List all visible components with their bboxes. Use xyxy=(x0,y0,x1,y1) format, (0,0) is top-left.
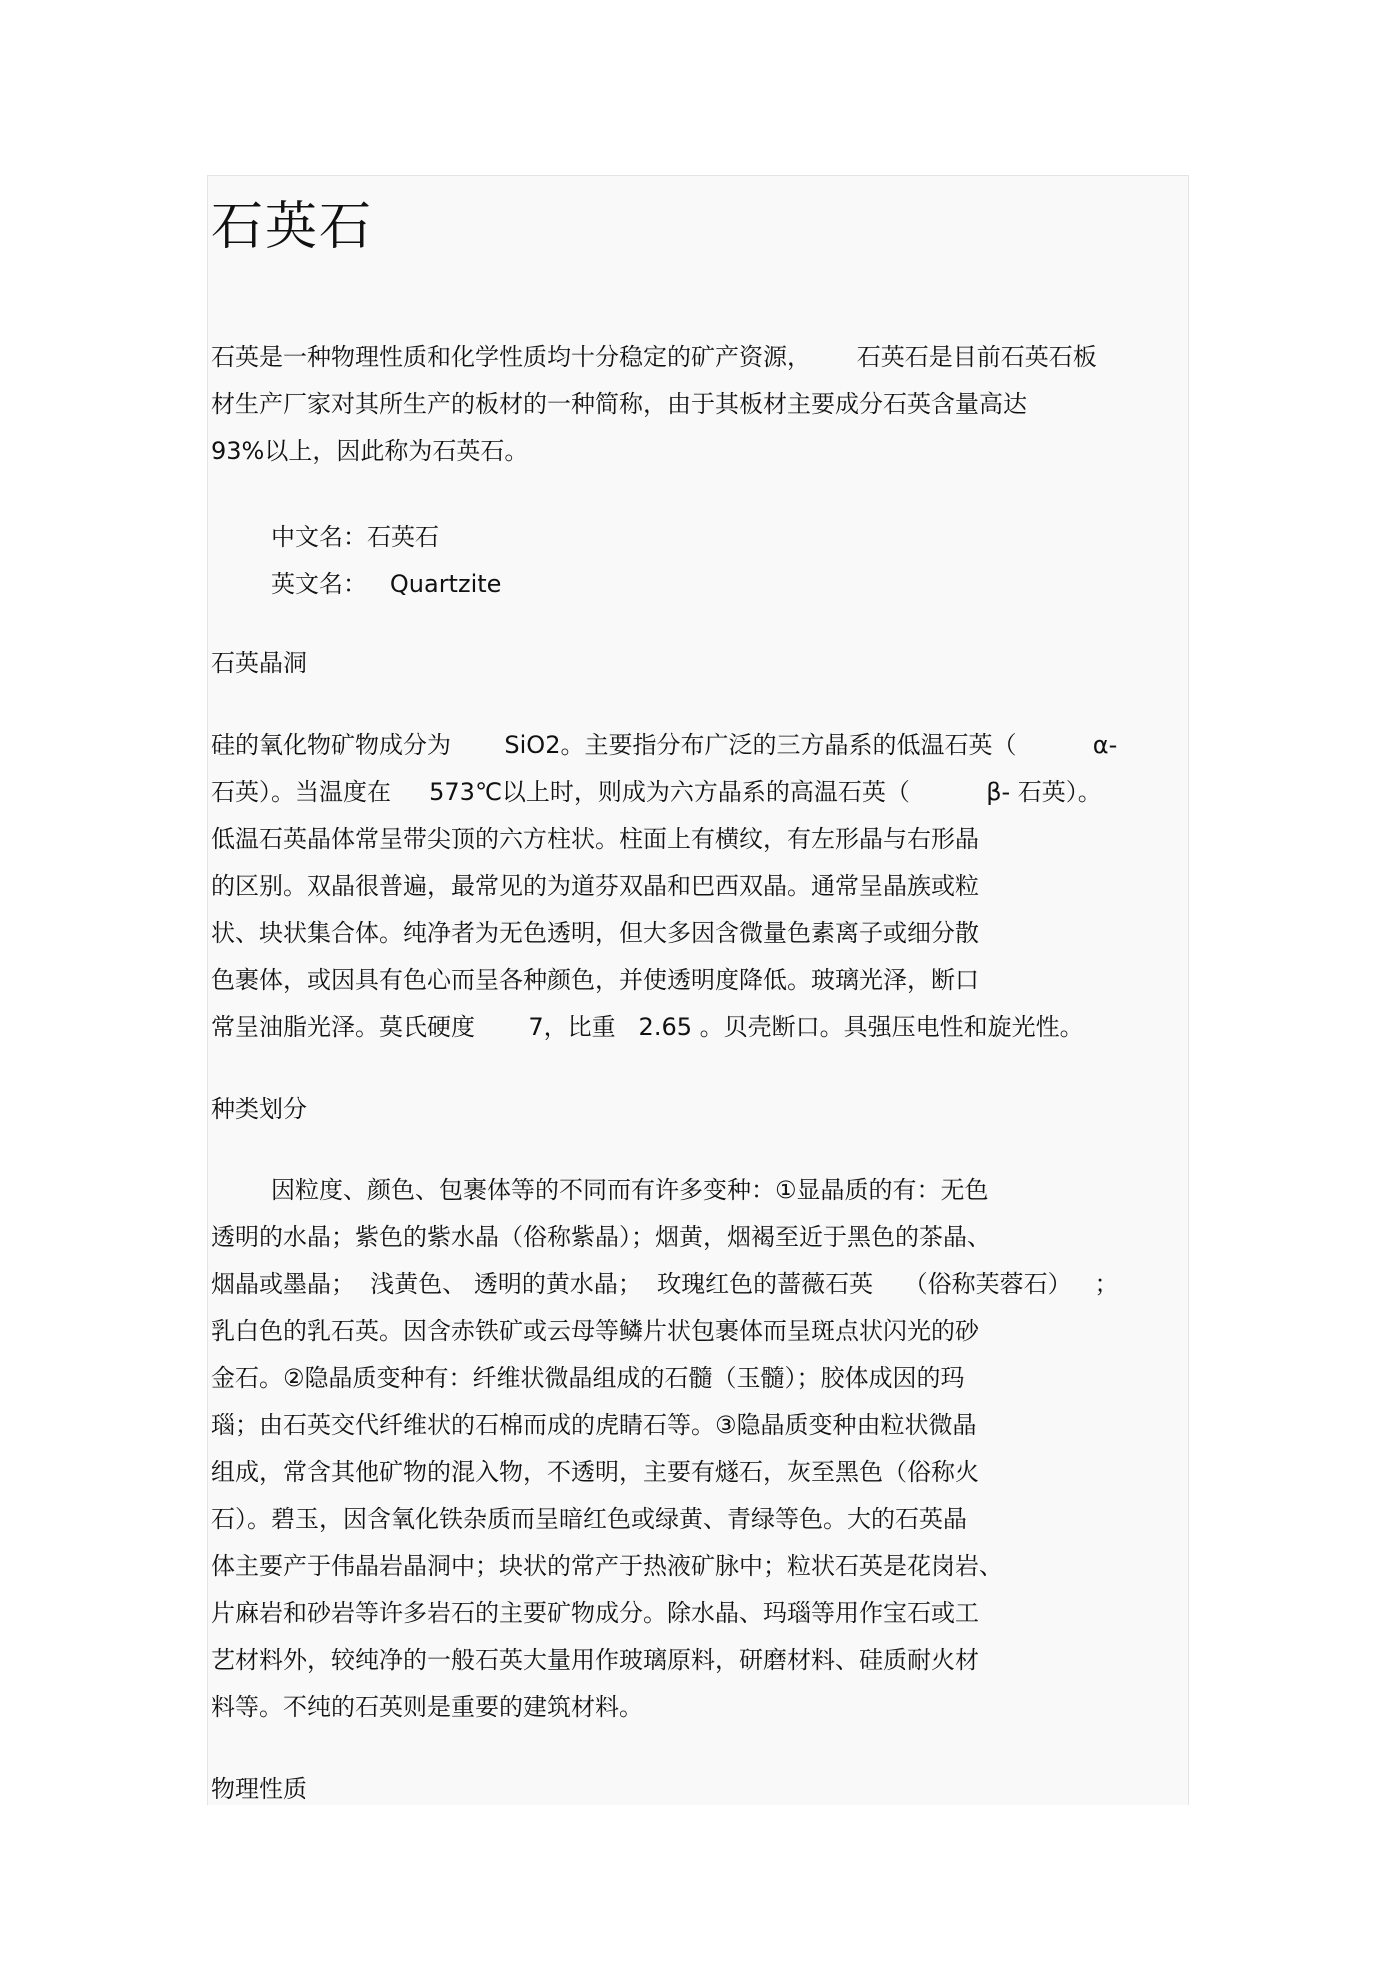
section-heading-quartz-geode: 石英晶洞 xyxy=(211,649,307,677)
paragraph-line: 低温石英晶体常呈带尖顶的六方柱状。柱面上有横纹，有左形晶与右形晶 xyxy=(211,825,979,853)
intro-line: 93%以上，因此称为石英石。 xyxy=(211,437,529,465)
chinese-name: 中文名：石英石 xyxy=(271,523,439,551)
paragraph-line: 石）。碧玉，因含氧化铁杂质而呈暗红色或绿黄、青绿等色。大的石英晶 xyxy=(211,1505,967,1533)
paragraph-line: 金石。②隐晶质变种有：纤维状微晶组成的石髓（玉髓）；胶体成因的玛 xyxy=(211,1364,965,1392)
paragraph-line: 透明的水晶；紫色的紫水晶（俗称紫晶）；烟黄，烟褐至近于黑色的茶晶、 xyxy=(211,1223,991,1251)
paragraph-line: 乳白色的乳石英。因含赤铁矿或云母等鳞片状包裹体而呈斑点状闪光的砂 xyxy=(211,1317,979,1345)
paragraph-line: 瑙；由石英交代纤维状的石棉而成的虎睛石等。③隐晶质变种由粒状微晶 xyxy=(211,1411,977,1439)
paragraph-line: 料等。不纯的石英则是重要的建筑材料。 xyxy=(211,1693,643,1721)
paragraph-line: 色裹体，或因具有色心而呈各种颜色，并使透明度降低。玻璃光泽，断口 xyxy=(211,966,979,994)
page-title: 石英石 xyxy=(211,197,374,257)
paragraph-line: 艺材料外，较纯净的一般石英大量用作玻璃原料，研磨材料、硅质耐火材 xyxy=(211,1646,979,1674)
paragraph-line: 状、块状集合体。纯净者为无色透明，但大多因含微量色素离子或细分散 xyxy=(211,919,979,947)
paragraph-line: 片麻岩和砂岩等许多岩石的主要矿物成分。除水晶、玛瑙等用作宝石或工 xyxy=(211,1599,979,1627)
section-heading-physical-properties: 物理性质 xyxy=(211,1775,307,1803)
paragraph-line: 烟晶或墨晶； 浅黄色、 透明的黄水晶； 玫瑰红色的蔷薇石英 （俗称芙蓉石） ； xyxy=(211,1270,1119,1298)
intro-line: 材生产厂家对其所生产的板材的一种简称，由于其板材主要成分石英含量高达 xyxy=(211,390,1027,418)
paragraph-line: 因粒度、颜色、包裹体等的不同而有许多变种：①显晶质的有：无色 xyxy=(271,1176,989,1204)
paragraph-line: 组成，常含其他矿物的混入物，不透明，主要有燧石，灰至黑色（俗称火 xyxy=(211,1458,979,1486)
paragraph-line: 的区别。双晶很普遍，最常见的为道芬双晶和巴西双晶。通常呈晶族或粒 xyxy=(211,872,979,900)
paragraph-line: 硅的氧化物矿物成分为 SiO2。主要指分布广泛的三方晶系的低温石英（ α- xyxy=(211,731,1118,759)
section-heading-classification: 种类划分 xyxy=(211,1095,307,1123)
paragraph-line: 石英）。当温度在 573℃以上时，则成为六方晶系的高温石英（ β- 石英）。 xyxy=(211,778,1102,806)
english-name: 英文名： Quartzite xyxy=(271,570,502,598)
paragraph-line: 体主要产于伟晶岩晶洞中；块状的常产于热液矿脉中；粒状石英是花岗岩、 xyxy=(211,1552,1003,1580)
intro-line: 石英是一种物理性质和化学性质均十分稳定的矿产资源， 石英石是目前石英石板 xyxy=(211,343,1097,371)
paragraph-line: 常呈油脂光泽。莫氏硬度 7，比重 2.65 。贝壳断口。具强压电性和旋光性。 xyxy=(211,1013,1084,1041)
